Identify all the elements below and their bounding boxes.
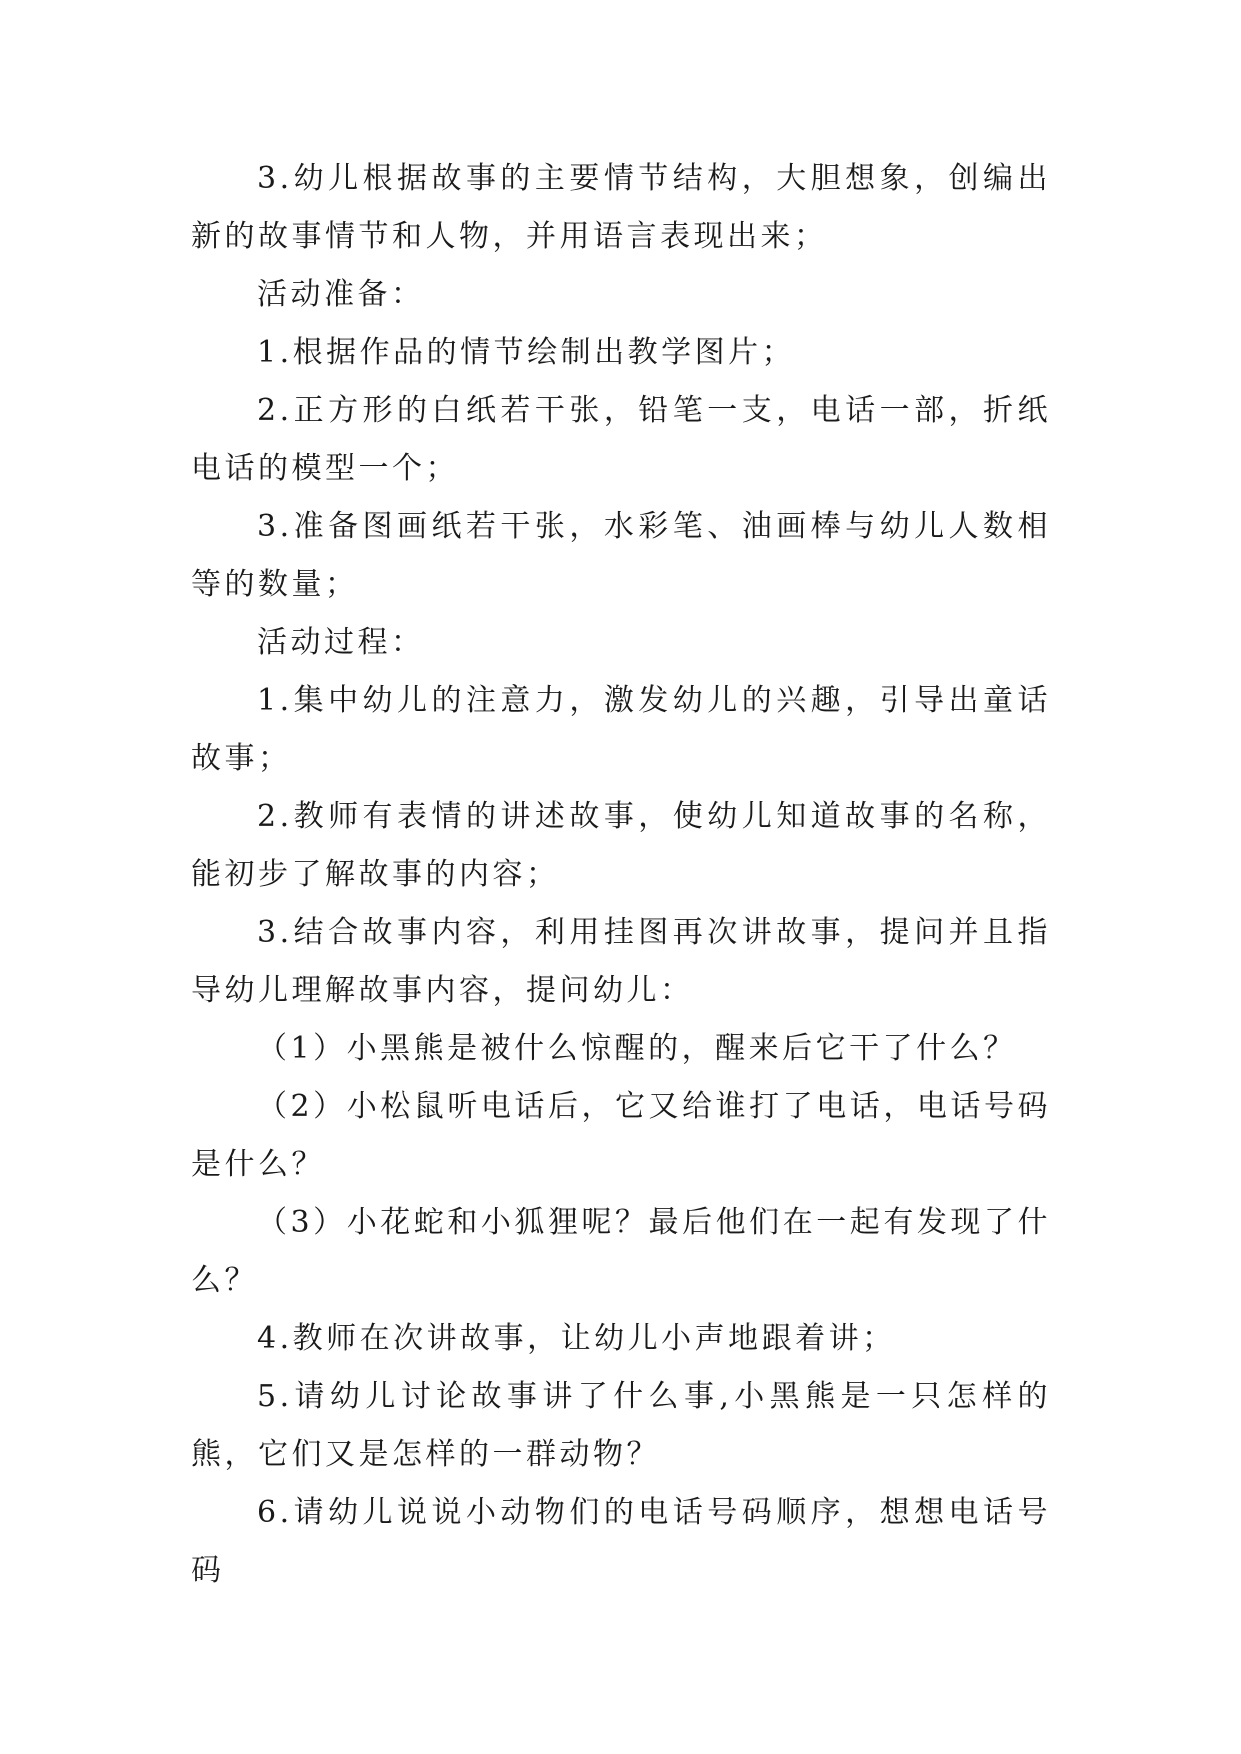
- paragraph-process-1: 1.集中幼儿的注意力，激发幼儿的兴趣，引导出童话故事；: [191, 683, 1051, 776]
- paragraph-story-creation: 3.幼儿根据故事的主要情节结构，大胆想象，创编出新的故事情节和人物，并用语言表现出来；: [191, 161, 1051, 254]
- paragraph-prep-1: 1.根据作品的情节绘制出教学图片；: [257, 335, 796, 370]
- paragraph-process-2: 2.教师有表情的讲述故事，使幼儿知道故事的名称，能初步了解故事的内容；: [191, 799, 1051, 892]
- question-2: （2）小松鼠听电话后，它又给谁打了电话，电话号码是什么？: [191, 1089, 1051, 1182]
- paragraph-process-3: 3.结合故事内容，利用挂图再次讲故事，提问并且指导幼儿理解故事内容，提问幼儿：: [191, 915, 1051, 1008]
- heading-activity-process: 活动过程：: [257, 625, 425, 660]
- paragraph-process-4: 4.教师在次讲故事，让幼儿小声地跟着讲；: [257, 1321, 896, 1356]
- document-body: [191, 150, 1051, 1600]
- paragraph-process-6: 6.请幼儿说说小动物们的电话号码顺序，想想电话号码: [191, 1495, 1051, 1588]
- question-3: （3）小花蛇和小狐狸呢？最后他们在一起有发现了什么？: [191, 1205, 1051, 1298]
- heading-activity-preparation: 活动准备：: [257, 277, 425, 312]
- paragraph-prep-2: 2.正方形的白纸若干张，铅笔一支，电话一部，折纸电话的模型一个；: [191, 393, 1051, 486]
- question-1: （1）小黑熊是被什么惊醒的，醒来后它干了什么？: [257, 1031, 1017, 1066]
- paragraph-process-5: 5.请幼儿讨论故事讲了什么事,小黑熊是一只怎样的熊，它们又是怎样的一群动物？: [191, 1379, 1051, 1472]
- paragraph-prep-3: 3.准备图画纸若干张，水彩笔、油画棒与幼儿人数相等的数量；: [191, 509, 1051, 602]
